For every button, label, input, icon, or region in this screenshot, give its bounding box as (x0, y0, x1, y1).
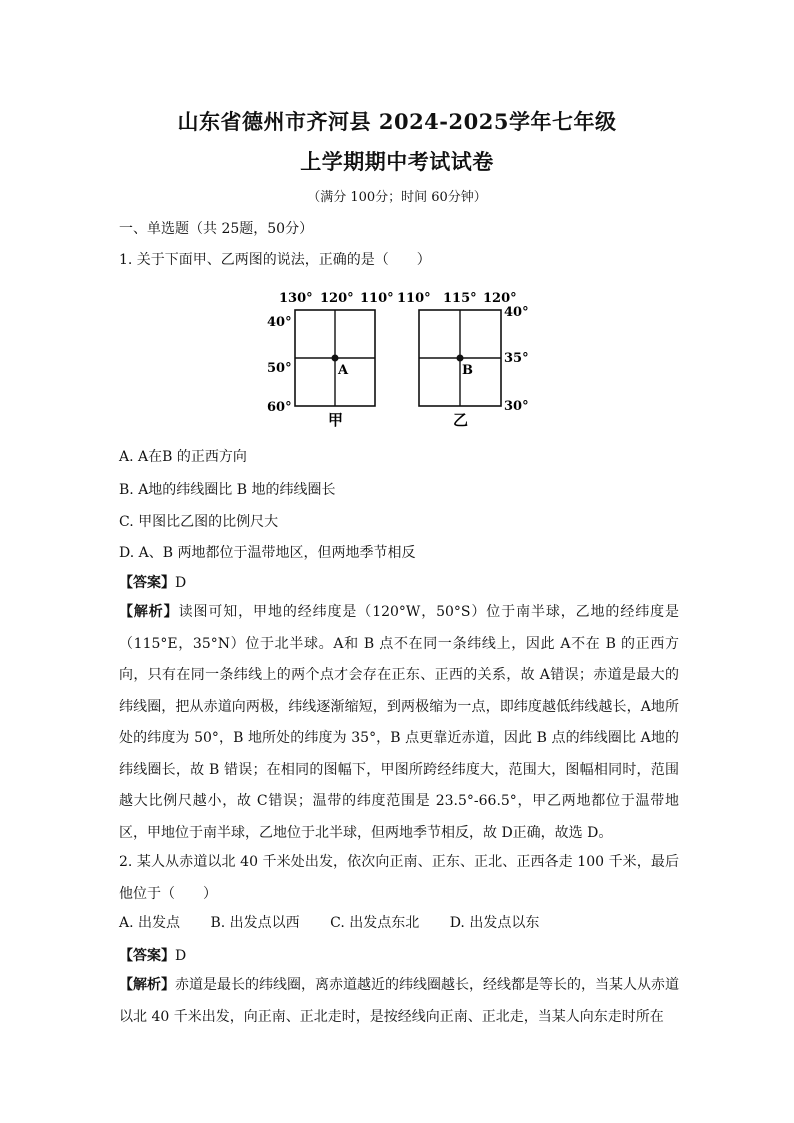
q2-option-a: A. 出发点 (119, 915, 181, 931)
map-a-point-label: A (338, 363, 349, 378)
q1-analysis (119, 597, 679, 849)
map-b (397, 291, 529, 429)
map-b-caption: 乙 (453, 411, 469, 429)
map-a (267, 291, 394, 429)
map-a-lat-label: 60° (267, 400, 292, 415)
q1-option-b: B. A地的纬线圈比 B 地的纬线圈长 (119, 482, 336, 498)
exam-title-line2: 上学期期中考试试卷 (300, 149, 494, 174)
map-a-lon-label: 110° (360, 291, 394, 306)
exam-title-line1: 山东省德州市齐河县 2024-2025学年七年级 (177, 109, 617, 134)
map-a-caption: 甲 (328, 411, 344, 429)
map-a-lat-label: 40° (267, 315, 292, 330)
q2-answer (119, 945, 186, 965)
q1-stem: 1. 关于下面甲、乙两图的说法，正确的是（ ） (119, 252, 431, 268)
q1-figure (260, 282, 540, 430)
map-a-lon-label: 120° (320, 291, 354, 306)
map-b-lat-label: 40° (504, 305, 529, 320)
map-b-lon-label: 110° (397, 291, 431, 306)
q2-option-c: C. 出发点东北 (330, 915, 420, 931)
q1-answer (119, 572, 186, 592)
answer-tag: 【答案】 (119, 575, 175, 591)
map-a-lon-label: 130° (279, 291, 313, 306)
map-b-lon-label: 120° (483, 291, 517, 306)
analysis-tag: 【解析】 (119, 604, 179, 620)
q1-option-a: A. A在B 的正西方向 (119, 449, 247, 465)
map-b-point (457, 355, 464, 362)
map-b-lat-label: 35° (504, 351, 529, 366)
q2-analysis (119, 970, 679, 1033)
map-a-point (332, 355, 339, 362)
answer-tag: 【答案】 (119, 948, 175, 964)
q2-option-d: D. 出发点以东 (449, 915, 540, 931)
q2-options (119, 912, 565, 932)
answer-value: D (175, 948, 187, 964)
exam-subtitle: （满分 100分；时间 60分钟） (307, 190, 487, 205)
q2-stem: 2. 某人从赤道以北 40 千米处出发，依次向正南、正东、正北、正西各走 100 千米，最后他位于（ ） (119, 854, 679, 902)
map-b-lon-label: 115° (443, 291, 477, 306)
q2-option-b: B. 出发点以西 (210, 915, 300, 931)
section-heading: 一、单选题（共 25题，50分） (119, 221, 314, 237)
answer-value: D (175, 575, 187, 591)
analysis-text: 赤道是最长的纬线圈，离赤道越近的纬线圈越长，经线都是等长的，当某人从赤道以北 40 千米出发，向正南、正北走时，是按经线向正南、正北走，当某人向东走时所在 (119, 977, 679, 1025)
map-b-lat-label: 30° (504, 399, 529, 414)
q1-option-c: C. 甲图比乙图的比例尺大 (119, 514, 279, 530)
analysis-tag: 【解析】 (119, 977, 175, 993)
analysis-text: 读图可知，甲地的经纬度是（120°W，50°S）位于南半球，乙地的经纬度是（115°E，35°N）位于北半球。A和 B 点不在同一条纬线上，因此 A不在 B 的正西方向，只有在同一条纬线上的两个点才会存在正东、正西的关系，故 A错误；赤道是最大的纬线圈，把从赤道向两极，纬线逐渐缩短，到两极缩为一点，即纬度越低纬线越长，A地所处的纬度为 50°，B 地所处的纬度为 35°，B 点更靠近赤道，因此 B 点的纬线圈比 A地的纬线圈长，故 B 错误；在相同的图幅下，甲图所跨经纬度大，范围大，图幅相同时，范围越大比例尺越小，故 C错误；温带的纬度范围是 23.5°-66.5°，甲乙两地都位于温带地区，甲地位于南半球，乙地位于北半球，但两地季节相反，故 D正确，故选 D。 (119, 604, 680, 841)
map-a-lat-label: 50° (267, 361, 292, 376)
q1-option-d: D. A、B 两地都位于温带地区，但两地季节相反 (119, 545, 416, 561)
map-b-point-label: B (462, 363, 473, 378)
